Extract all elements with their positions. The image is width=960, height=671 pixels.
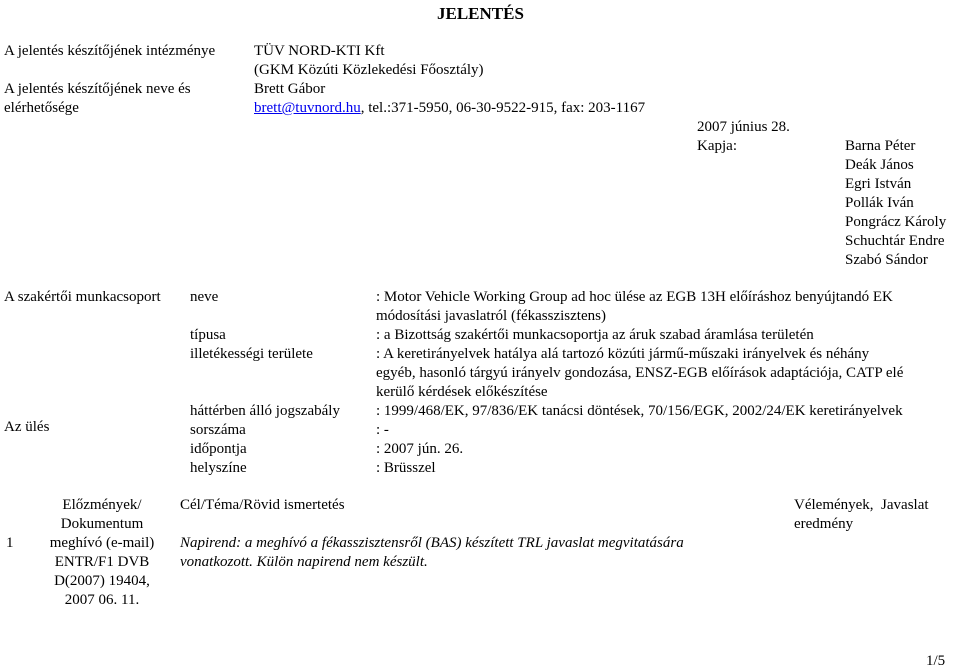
institution-line-1: TÜV NORD-KTI Kft — [254, 43, 385, 59]
meeting-value-line: : 1999/468/EK, 97/836/EK tanácsi döntések, 70/156/EGK, 2002/24/EK keretirányelvek — [376, 403, 903, 419]
meeting-key-legislation: háttérben álló jogszabály — [190, 403, 340, 419]
meeting-value-line: módosítási javaslatról (fékasszisztens) — [376, 308, 606, 324]
recipient: Pollák Iván — [845, 195, 914, 211]
col3-header — [794, 496, 929, 534]
recipient: Szabó Sándor — [845, 252, 928, 268]
recipient: Barna Péter — [845, 138, 916, 154]
meeting-value-line: : - — [376, 422, 389, 438]
author-contact — [254, 99, 645, 118]
meeting-value-line: kerülő kérdések előkészítése — [376, 384, 548, 400]
meeting-key-location: helyszíne — [190, 460, 247, 476]
meeting-key-competence: illetékességi területe — [190, 346, 313, 362]
description-line: Napirend: a meghívó a fékasszisztensről (BAS) készített TRL javaslat megvitatására — [180, 535, 684, 551]
row-description — [180, 534, 684, 572]
col1-header-line: Előzmények/ — [62, 497, 142, 513]
recipients-list — [845, 137, 946, 270]
page-number: 1/5 — [926, 653, 946, 669]
doc-line: meghívó (e-mail) — [49, 535, 155, 551]
col1-header — [40, 496, 164, 534]
doc-line: 2007 06. 11. — [64, 592, 140, 608]
author-label-line-1: A jelentés készítőjének neve és — [4, 81, 191, 97]
institution-label: A jelentés készítőjének intézménye — [4, 43, 216, 59]
meeting-key-number: sorszáma — [190, 422, 246, 438]
meeting-key-type: típusa — [190, 327, 226, 343]
author-label-line-2: elérhetősége — [4, 100, 79, 116]
col3-header-line: Vélemények, Javaslat — [794, 497, 929, 513]
recipients-label: Kapja: — [697, 138, 737, 154]
row-number: 1 — [6, 535, 14, 551]
meeting-value-line: : a Bizottság szakértői munkacsoportja az áruk szabad áramlása területén — [376, 327, 814, 343]
doc-line: D(2007) 19404, — [54, 573, 150, 589]
meeting-value-line: : A keretirányelvek hatálya alá tartozó közúti jármű-műszaki irányelvek és néhány — [376, 346, 870, 362]
institution-line-2: (GKM Közúti Közlekedési Főosztály) — [254, 62, 484, 78]
meeting-key-name: neve — [190, 289, 219, 305]
report-date: 2007 június 28. — [697, 119, 790, 135]
meeting-value-line: : 2007 jún. 26. — [376, 441, 464, 457]
session-label: Az ülés — [4, 419, 50, 435]
col1-header-line: Dokumentum — [60, 516, 144, 532]
col2-header: Cél/Téma/Rövid ismertetés — [180, 497, 345, 513]
meeting-value-line: : Motor Vehicle Working Group ad hoc ülése az EGB 13H előíráshoz benyújtandó EK — [376, 289, 893, 305]
col3-header-line: eredmény — [794, 516, 854, 532]
description-line: vonatkozott. Külön napirend nem készült. — [180, 554, 428, 570]
document-title: JELENTÉS — [437, 4, 524, 23]
meeting-value-line: : Brüsszel — [376, 460, 436, 476]
doc-line: ENTR/F1 DVB — [54, 554, 150, 570]
meeting-key-date: időpontja — [190, 441, 247, 457]
group-label: A szakértői munkacsoport — [4, 289, 161, 305]
author-name: Brett Gábor — [254, 81, 326, 97]
recipient: Pongrácz Károly — [845, 214, 947, 230]
email-link[interactable]: brett@tuvnord.hu — [254, 100, 361, 116]
contact-details: , tel.:371-5950, 06-30-9522-915, fax: 203-1167 — [360, 100, 646, 116]
recipient: Schuchtár Endre — [845, 233, 945, 249]
row-documents — [40, 534, 164, 610]
recipient: Deák János — [845, 157, 914, 173]
meeting-value-line: egyéb, hasonló tárgyú irányelv gondozása, ENSZ-EGB előírások adaptációja, CATP elé — [376, 365, 904, 381]
recipient: Egri István — [845, 176, 912, 192]
